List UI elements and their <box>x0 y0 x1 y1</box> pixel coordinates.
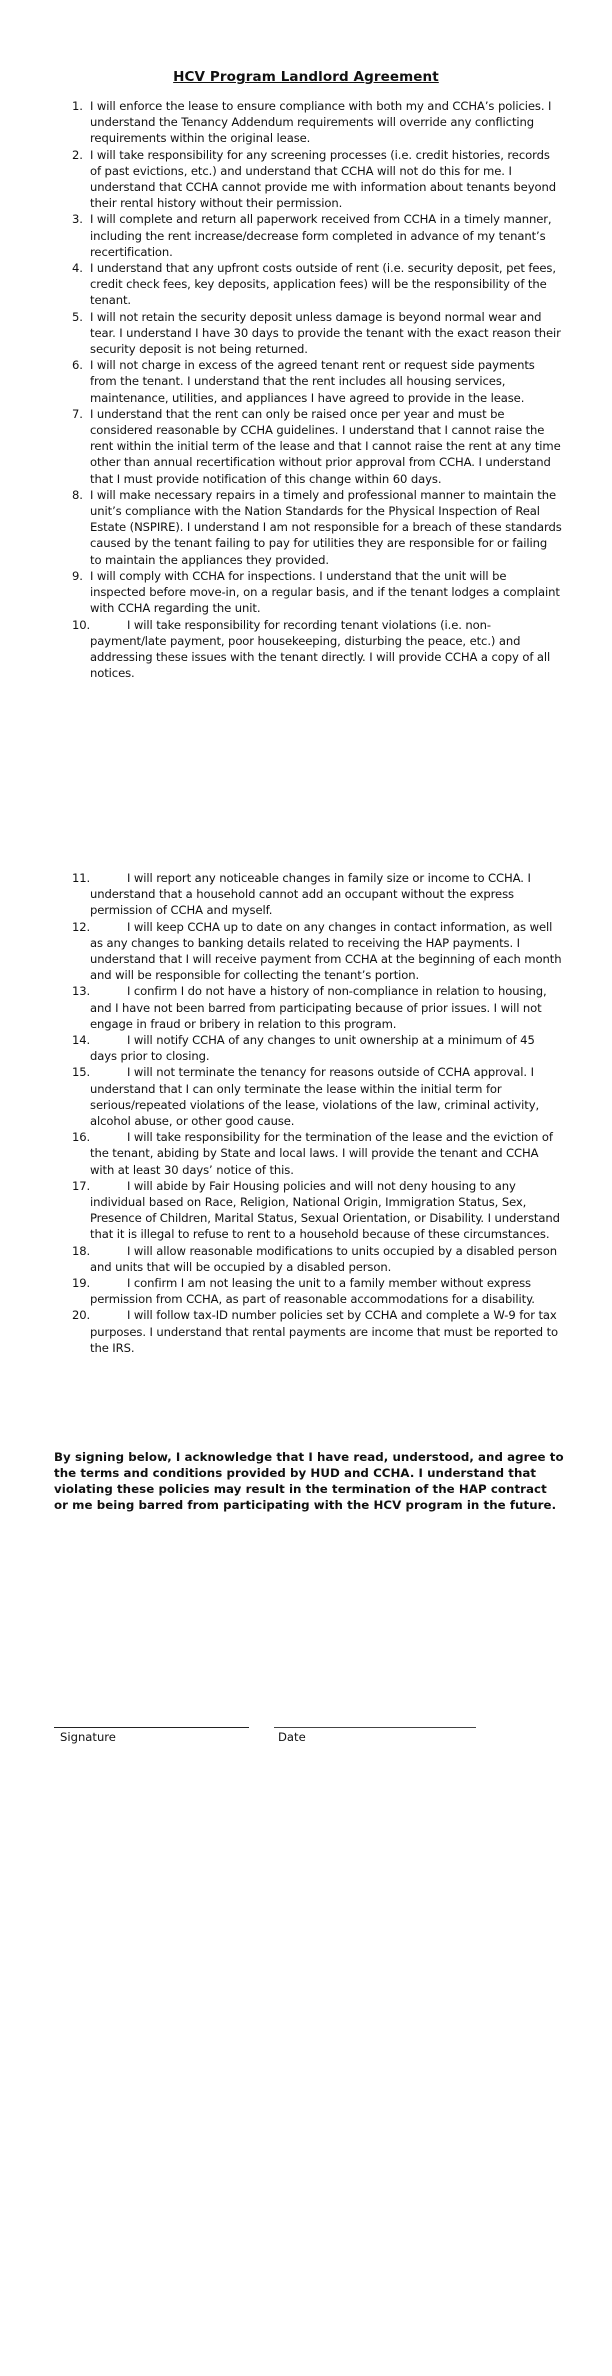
item-number: 5. <box>72 309 83 324</box>
item-text: I will take responsibility for the termination of the lease and the eviction of the tenant, abiding by State and local laws. I will provide the tenant and CCHA with at least 30 days’ notice of this. <box>90 1130 553 1177</box>
item-text: I will complete and return all paperwork received from CCHA in a timely manner, including the rent increase/decrease form completed in advance of my tenant’s recertification. <box>90 212 552 259</box>
agreement-item-13 <box>72 983 562 1032</box>
item-number: 17. <box>72 1178 91 1193</box>
item-text: I will notify CCHA of any changes to unit ownership at a minimum of 45 days prior to closing. <box>90 1033 535 1064</box>
agreement-item-2 <box>72 147 562 212</box>
agreement-item-16 <box>72 1129 562 1178</box>
item-number: 20. <box>72 1308 91 1323</box>
agreement-item-11 <box>72 870 562 919</box>
date-line[interactable] <box>274 1727 476 1728</box>
signature-label: Signature <box>60 1730 116 1744</box>
item-number: 9. <box>72 568 83 583</box>
item-number: 8. <box>72 487 83 502</box>
item-text: I will allow reasonable modifications to units occupied by a disabled person and units that will be occupied by a disabled person. <box>90 1243 557 1274</box>
agreement-item-7 <box>72 406 562 487</box>
item-number: 10. <box>72 617 91 632</box>
item-number: 15. <box>72 1065 91 1080</box>
item-number: 12. <box>72 919 91 934</box>
agreement-item-3 <box>72 211 562 260</box>
agreement-item-5 <box>72 309 562 358</box>
acknowledgement-paragraph: By signing below, I acknowledge that I have read, understood, and agree to the terms and conditions provided by HUD and CCHA. I understand that violating these policies may result in the termination of the HAP contract or me being barred from participating with the HCV program in the future. <box>54 1449 564 1513</box>
item-number: 7. <box>72 406 83 421</box>
item-text: I understand that any upfront costs outside of rent (i.e. security deposit, pet fees, credit check fees, key deposits, application fees) will be the responsibility of the tenant. <box>90 261 556 308</box>
item-number: 11. <box>72 871 91 885</box>
document-title: HCV Program Landlord Agreement <box>173 69 439 85</box>
agreement-item-6 <box>72 357 562 406</box>
agreement-item-18 <box>72 1243 562 1275</box>
agreement-list-page-1 <box>72 98 562 681</box>
item-text: I confirm I am not leasing the unit to a family member without express permission from CCHA, as part of reasonable accommodations for a disability. <box>90 1276 535 1307</box>
agreement-item-17 <box>72 1178 562 1243</box>
item-text: I will take responsibility for any screening processes (i.e. credit histories, records of past evictions, etc.) and understand that CCHA will not do this for me. I understand that CCHA cannot provide me with information about tenants beyond their rental history without their permission. <box>90 147 556 211</box>
agreement-item-4 <box>72 260 562 309</box>
date-label: Date <box>278 1730 306 1744</box>
agreement-item-8 <box>72 487 562 568</box>
item-text: I understand that the rent can only be raised once per year and must be considered reasonable by CCHA guidelines. I understand that I cannot raise the rent within the initial term of the lease and that I cannot raise the rent at any time other than annual recertification without prior approval from CCHA. I understand that I must provide notification of this change within 60 days. <box>90 406 561 486</box>
item-text: I confirm I do not have a history of non-compliance in relation to housing, and I have not been barred from participating because of prior issues. I will not engage in fraud or bribery in relation to this program. <box>90 984 547 1031</box>
agreement-item-12 <box>72 919 562 984</box>
item-text: I will comply with CCHA for inspections. I understand that the unit will be inspected before move-in, on a regular basis, and if the tenant lodges a complaint with CCHA regarding the unit. <box>90 568 560 616</box>
agreement-item-19 <box>72 1275 562 1307</box>
agreement-item-1 <box>72 98 562 147</box>
item-text: I will not charge in excess of the agreed tenant rent or request side payments from the tenant. I understand that the rent includes all housing services, maintenance, utilities, and appliances I have agreed to provide in the lease. <box>90 358 535 405</box>
agreement-item-20 <box>72 1307 562 1356</box>
item-number: 19. <box>72 1276 91 1291</box>
item-number: 2. <box>72 147 83 162</box>
item-text: I will make necessary repairs in a timely and professional manner to maintain the unit’s compliance with the Nation Standards for the Physical Inspection of Real Estate (NSPIRE). I understand I am not responsible for a breach of these standards caused by the tenant failing to pay for utilities they are responsible for or failing to maintain the appliances they provided. <box>90 487 562 567</box>
item-text: I will abide by Fair Housing policies and will not deny housing to any individual based on Race, Religion, National Origin, Immigration Status, Sex, Presence of Children, Marital Status, Sexual Orientation, or Disability. I understand that it is illegal to refuse to rent to a household because of these circumstances. <box>90 1178 560 1242</box>
item-number: 4. <box>72 261 83 276</box>
item-number: 18. <box>72 1243 91 1258</box>
item-number: 1. <box>72 99 83 113</box>
item-number: 6. <box>72 358 83 373</box>
signature-line[interactable] <box>54 1727 249 1728</box>
item-text: I will enforce the lease to ensure compliance with both my and CCHA’s policies. I understand the Tenancy Addendum requirements will override any conflicting requirements within the original lease. <box>90 99 552 146</box>
item-text: I will take responsibility for recording tenant violations (i.e. non-payment/late payment, poor housekeeping, disturbing the peace, etc.) and addressing these issues with the tenant directly. I will provide CCHA a copy of all notices. <box>90 617 551 681</box>
item-number: 13. <box>72 984 91 999</box>
item-number: 3. <box>72 212 83 227</box>
item-text: I will keep CCHA up to date on any changes in contact information, as well as any changes to banking details related to receiving the HAP payments. I understand that I will receive payment from CCHA at the beginning of each month and will be responsible for collecting the tenant’s portion. <box>90 919 562 983</box>
item-text: I will not terminate the tenancy for reasons outside of CCHA approval. I understand that I can only terminate the lease within the initial term for serious/repeated violations of the lease, violations of the law, criminal activity, alcohol abuse, or other good cause. <box>90 1065 540 1129</box>
agreement-item-10 <box>72 617 562 682</box>
item-text: I will report any noticeable changes in family size or income to CCHA. I understand that a household cannot add an occupant without the express permission of CCHA and myself. <box>90 871 531 918</box>
agreement-list-page-2 <box>72 870 562 1356</box>
agreement-item-14 <box>72 1032 562 1064</box>
item-text: I will not retain the security deposit unless damage is beyond normal wear and tear. I understand I have 30 days to provide the tenant with the exact reason their security deposit is not being returned. <box>90 309 561 357</box>
agreement-item-15 <box>72 1064 562 1129</box>
item-number: 14. <box>72 1033 91 1048</box>
item-number: 16. <box>72 1130 91 1145</box>
item-text: I will follow tax-ID number policies set by CCHA and complete a W-9 for tax purposes. I understand that rental payments are income that must be reported to the IRS. <box>90 1308 559 1355</box>
agreement-item-9 <box>72 568 562 617</box>
